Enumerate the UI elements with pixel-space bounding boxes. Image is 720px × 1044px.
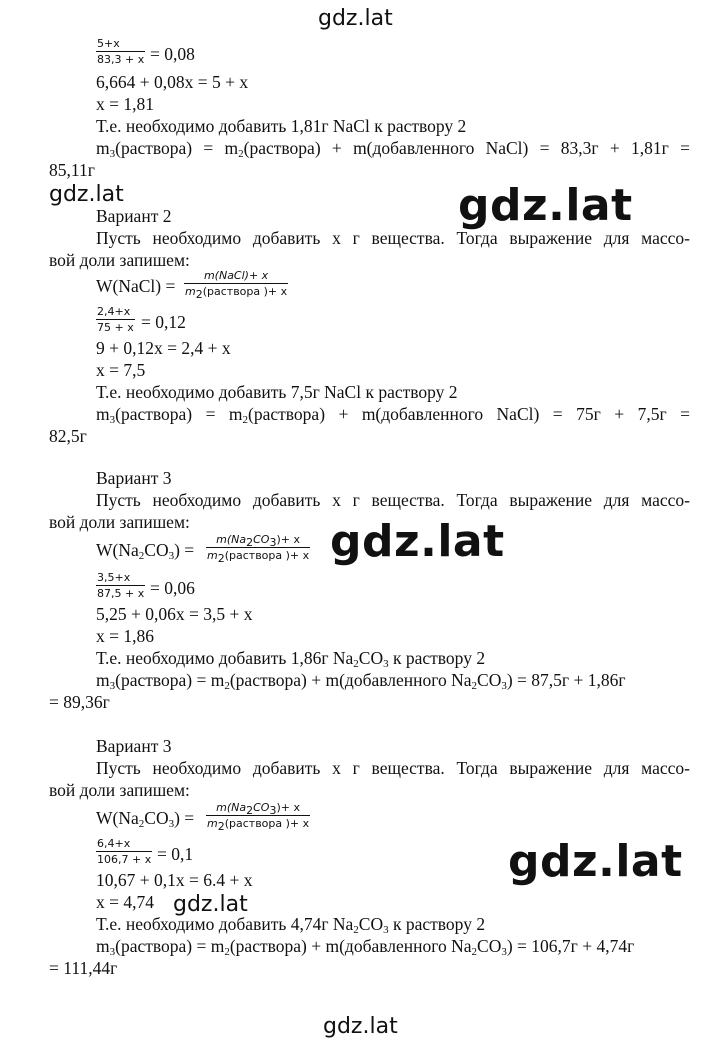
mass-term: m(добавленного (353, 138, 475, 158)
mass-term: + (609, 138, 620, 158)
part1-fraction (96, 38, 145, 65)
variant3b-eq2: 10,67 + 0,1x = 6.4 + x (96, 870, 253, 890)
fraction-numerator: m(NaCl)+ x (184, 270, 288, 284)
variant3a-eq1: = 0,06 (150, 578, 195, 598)
watermark-big-1: gdz.lat (458, 180, 633, 231)
variant2-title: Вариант 2 (96, 206, 172, 226)
variant3b-intro: Пусть необходимо добавить х г вещества. Тогда выражение для массо- (96, 758, 690, 778)
variant2-eq2: 9 + 0,12x = 2,4 + x (96, 338, 231, 358)
watermark-inline: gdz.lat (173, 892, 248, 917)
variant3b-w-fraction (206, 801, 310, 833)
variant3a-mass-tail: = 89,36г (49, 692, 110, 712)
variant2-eq1: = 0,12 (141, 312, 186, 332)
watermark-left: gdz.lat (49, 182, 124, 207)
variant2-w-fraction (184, 269, 288, 301)
watermark-big-2: gdz.lat (330, 516, 505, 567)
variant3b-mass-line: $m_3(раствора)$ = $m_2(раствора)$ + m(добавленного $Na_2CO_3) = 106,7г + 4,74г$ (96, 936, 635, 958)
part1-eq3: x = 1,81 (96, 94, 154, 114)
fraction-denominator: 87,5 + x (97, 587, 145, 600)
fraction-denominator: $m_2(раствора$ )+ x (207, 549, 310, 565)
fraction-denominator: $m_2(раствора$ )+ x (207, 817, 310, 833)
fraction-denominator: 75 + x (97, 321, 134, 334)
fraction-denominator: 106,7 + x (97, 853, 152, 866)
variant2-intro-cont: вой доли запишем: (49, 250, 190, 270)
part1-mass-line (96, 140, 690, 158)
fraction-denominator: 83,3 + x (97, 53, 145, 66)
variant3a-mass-line: $m_3(раствора)$ = $m_2(раствора)$ + m(добавленного $Na_2CO_3) = 87,5г + 1,86г$ (96, 670, 626, 692)
variant3b-intro-cont: вой доли запишем: (49, 780, 190, 800)
fraction-numerator: 5+x (96, 38, 145, 52)
variant2-mass-tail: 82,5г (49, 426, 87, 446)
part1-eq2: 6,664 + 0,08x = 5 + x (96, 72, 249, 92)
mass-term: + (331, 138, 342, 158)
variant3a-conclusion: Т.е. необходимо добавить 1,86г $Na_2CO_3$ к раствору 2 (96, 648, 486, 670)
mass-term: = (203, 138, 214, 158)
variant3a-eq2: 5,25 + 0,06x = 3,5 + x (96, 604, 253, 624)
variant3b-conclusion: Т.е. необходимо добавить 4,74г $Na_2CO_3$ к раствору 2 (96, 914, 486, 936)
variant2-eq3: x = 7,5 (96, 360, 146, 380)
watermark-top: gdz.lat (318, 6, 393, 31)
variant3b-fraction (96, 838, 152, 865)
variant3a-intro-cont: вой доли запишем: (49, 512, 190, 532)
mass-term: $m_3(раствора)$ (96, 138, 193, 160)
variant3a-title: Вариант 3 (96, 468, 172, 488)
variant2-intro: Пусть необходимо добавить х г вещества. Тогда выражение для массо- (96, 228, 690, 248)
mass-term: $m_2(раствора)$ (224, 138, 321, 160)
part1-mass-tail: 85,11г (49, 160, 95, 180)
mass-term: = (680, 138, 690, 158)
part1-conclusion: Т.е. необходимо добавить 1,81г NaCl к раствору 2 (96, 116, 467, 136)
variant3a-w-fraction (206, 533, 310, 565)
fraction-numerator: $m(Na_2CO_3)+ x$ (206, 802, 310, 816)
watermark-big-3: gdz.lat (508, 836, 683, 887)
mass-term: 1,81г (631, 138, 669, 158)
fraction-numerator: 6,4+x (96, 838, 152, 852)
variant2-conclusion: Т.е. необходимо добавить 7,5г NaCl к раствору 2 (96, 382, 458, 402)
fraction-denominator: $m_2(раствора$ )+ x (185, 285, 288, 301)
mass-term: 83,3г (560, 138, 599, 158)
fraction-numerator: $m(Na_2CO_3)+ x$ (206, 534, 310, 548)
variant3b-mass-tail: = 111,44г (49, 958, 118, 978)
variant3a-eq3: x = 1,86 (96, 626, 154, 646)
variant2-w-label: W(NaCl) = (96, 276, 176, 296)
variant3b-eq3: x = 4,74 (96, 892, 154, 912)
variant3a-intro: Пусть необходимо добавить х г вещества. Тогда выражение для массо- (96, 490, 690, 510)
variant3b-title: Вариант 3 (96, 736, 172, 756)
fraction-numerator: 3,5+x (96, 572, 145, 586)
fraction-numerator: 2,4+x (96, 306, 135, 320)
variant2-fraction (96, 306, 135, 333)
mass-term: NaCl) (485, 138, 529, 158)
part1-eq1: = 0,08 (150, 44, 195, 64)
variant3a-w-label: $W(Na_2CO_3)$ = (96, 540, 195, 562)
variant2-mass-line: $m_3(раствора)$ = $m_2(раствора)$ + m(добавленного NaCl) = 75г + 7,5г = (96, 404, 690, 426)
variant3b-w-label: $W(Na_2CO_3)$ = (96, 808, 195, 830)
watermark-bottom: gdz.lat (323, 1014, 398, 1039)
mass-term: = (539, 138, 550, 158)
variant3a-fraction (96, 572, 145, 599)
variant3b-eq1: = 0,1 (157, 844, 194, 864)
